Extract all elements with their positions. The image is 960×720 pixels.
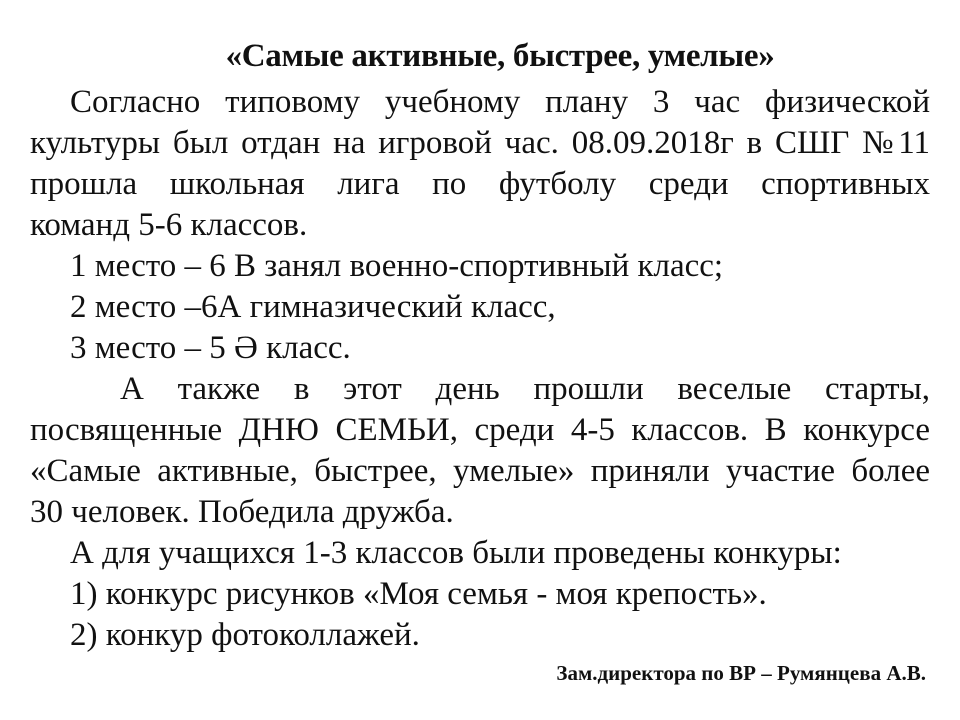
- paragraph-line: посвященные ДНЮ СЕМЬИ, среди 4-5 классов. В конкурсе: [30, 412, 930, 448]
- contest-list-item: 2) конкур фотоколлажей.: [70, 617, 420, 653]
- paragraph-line: прошла школьная лига по футболу среди спортивных: [30, 166, 930, 202]
- paragraph-line: культуры был отдан на игровой час. 08.09.2018г в СШГ №11: [30, 125, 930, 161]
- paragraph-line: 30 человек. Победила дружба.: [30, 494, 454, 530]
- paragraph-line: А также в этот день прошли веселые старты,: [120, 371, 930, 407]
- document-title: «Самые активные, быстрее, умелые»: [225, 38, 775, 74]
- result-line-first-place: 1 место – 6 В занял военно-спортивный класс;: [70, 248, 724, 284]
- result-line-third-place: 3 место – 5 Ә класс.: [70, 330, 351, 366]
- contest-list-item: 1) конкурс рисунков «Моя семья - моя крепость».: [70, 576, 767, 612]
- paragraph-line: команд 5-6 классов.: [30, 207, 308, 243]
- paragraph-line: Согласно типовому учебному плану 3 час физической: [70, 84, 930, 120]
- signature-line: Зам.директора по ВР – Румянцева А.В.: [556, 661, 926, 685]
- document-body: [30, 82, 930, 656]
- result-line-second-place: 2 место –6А гимназический класс,: [70, 289, 556, 325]
- paragraph-line: «Самые активные, быстрее, умелые» приняли участие более: [30, 453, 930, 489]
- paragraph-line: А для учащихся 1-3 классов были проведены конкуры:: [70, 535, 842, 571]
